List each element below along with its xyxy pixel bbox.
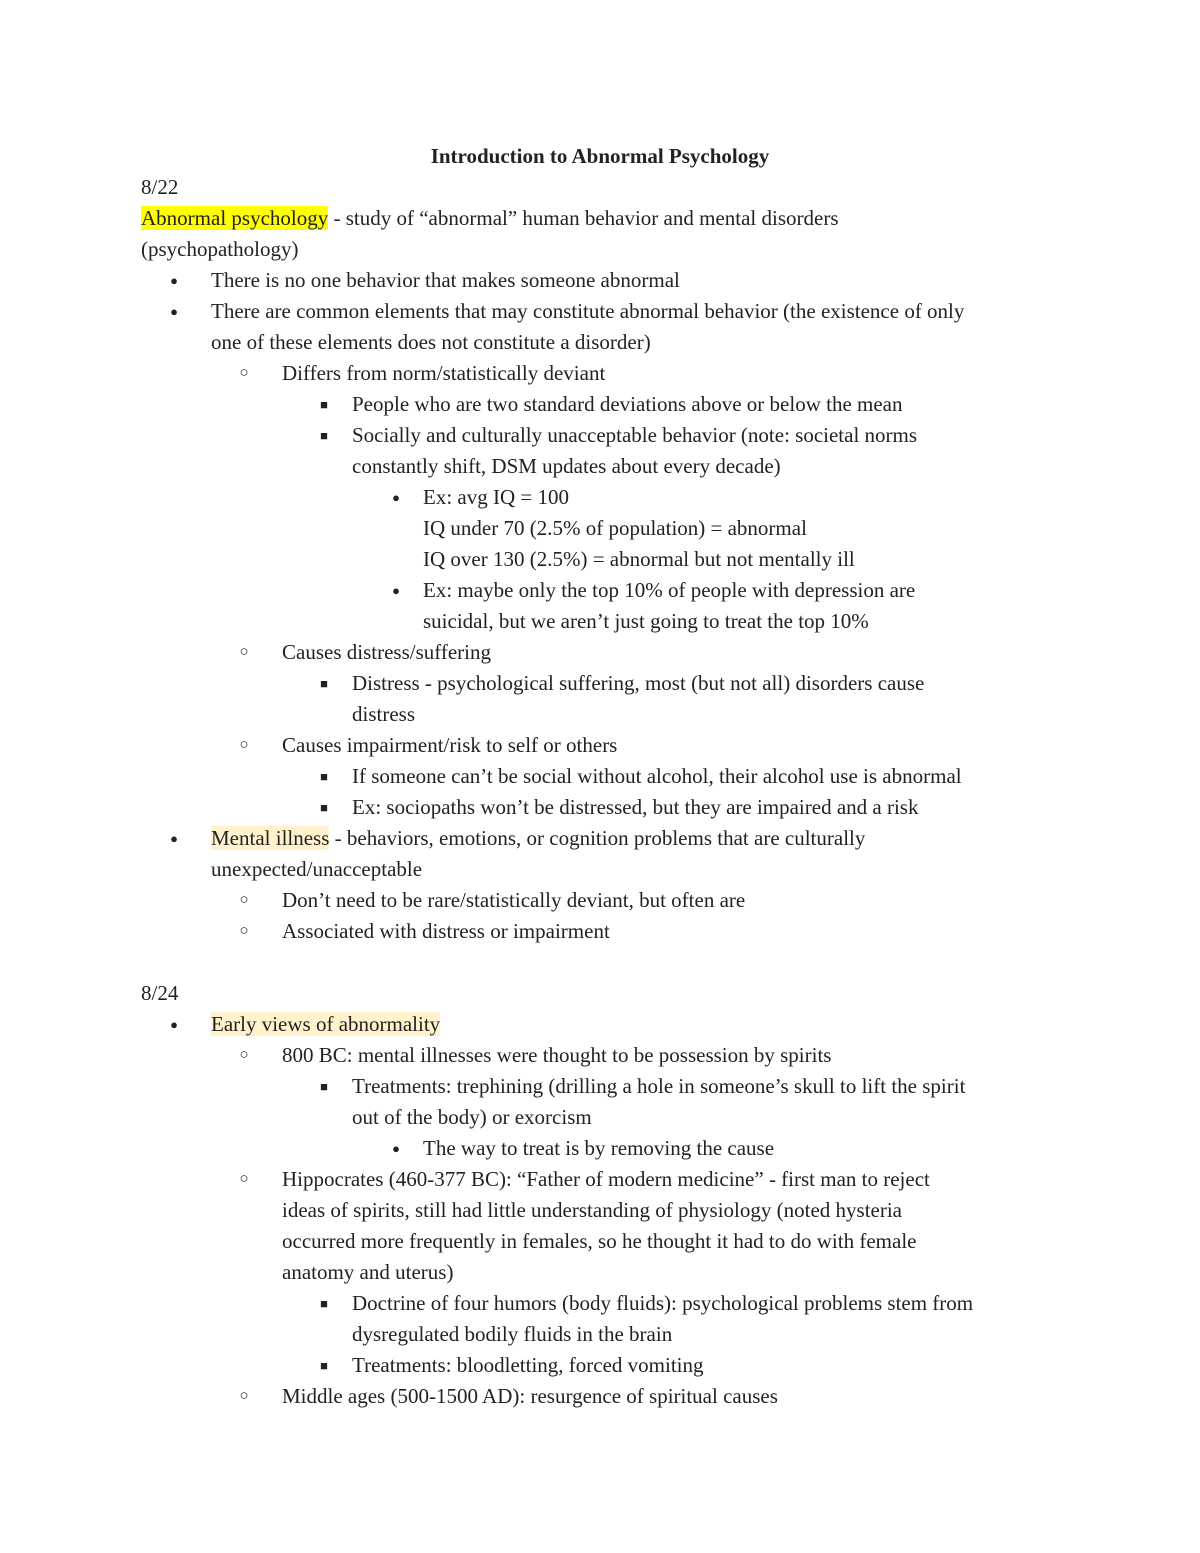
definition-text: - study of “abnormal” human behavior and mental disorders: [328, 206, 839, 230]
list-item: [211, 823, 865, 854]
disc-bullet-icon: ●: [392, 1141, 400, 1156]
list-item: Hippocrates (460-377 BC): “Father of modern medicine” - first man to reject: [282, 1167, 930, 1191]
circle-bullet-icon: ○: [239, 1171, 249, 1187]
list-item: Ex: maybe only the top 10% of people with depression are: [423, 578, 916, 602]
list-item-continued: unexpected/unacceptable: [211, 857, 423, 881]
list-item-continued: ideas of spirits, still had little understanding of physiology (noted hysteria: [282, 1198, 902, 1222]
list-item-continued: one of these elements does not constitute a disorder): [211, 330, 651, 354]
square-bullet-icon: ■: [320, 397, 328, 412]
date-heading: 8/22: [141, 175, 179, 199]
square-bullet-icon: ■: [320, 676, 328, 691]
list-item-continued: dysregulated bodily fluids in the brain: [352, 1322, 673, 1346]
disc-bullet-icon: ●: [392, 583, 400, 598]
list-item: Causes distress/suffering: [282, 640, 492, 664]
list-item: People who are two standard deviations above or below the mean: [352, 392, 903, 416]
square-bullet-icon: ■: [320, 1296, 328, 1311]
circle-bullet-icon: ○: [239, 737, 249, 753]
list-item-continued: distress: [352, 702, 415, 726]
list-item: Associated with distress or impairment: [282, 919, 610, 943]
definition-line: [141, 203, 839, 234]
circle-bullet-icon: ○: [239, 644, 249, 660]
list-item: There are common elements that may constitute abnormal behavior (the existence of only: [211, 299, 965, 323]
circle-bullet-icon: ○: [239, 365, 249, 381]
list-item-continued: IQ under 70 (2.5% of population) = abnormal: [423, 516, 807, 540]
circle-bullet-icon: ○: [239, 1388, 249, 1404]
list-item-continued: occurred more frequently in females, so he thought it had to do with female: [282, 1229, 917, 1253]
list-item: 800 BC: mental illnesses were thought to be possession by spirits: [282, 1043, 832, 1067]
text-line: (psychopathology): [141, 237, 299, 261]
square-bullet-icon: ■: [320, 428, 328, 443]
list-item: Ex: avg IQ = 100: [423, 485, 569, 509]
square-bullet-icon: ■: [320, 800, 328, 815]
list-item: Causes impairment/risk to self or others: [282, 733, 618, 757]
list-item: If someone can’t be social without alcohol, their alcohol use is abnormal: [352, 764, 962, 788]
disc-bullet-icon: ●: [170, 831, 178, 846]
list-item: Treatments: bloodletting, forced vomiting: [352, 1353, 704, 1377]
list-item: [211, 1009, 440, 1040]
list-item: Middle ages (500-1500 AD): resurgence of spiritual causes: [282, 1384, 778, 1408]
list-item: Differs from norm/statistically deviant: [282, 361, 606, 385]
list-item: Treatments: trephining (drilling a hole in someone’s skull to lift the spirit: [352, 1074, 966, 1098]
list-item-continued: suicidal, but we aren’t just going to treat the top 10%: [423, 609, 869, 633]
square-bullet-icon: ■: [320, 1358, 328, 1373]
term-highlight: Mental illness: [211, 826, 330, 850]
list-item: There is no one behavior that makes someone abnormal: [211, 268, 680, 292]
page-title: Introduction to Abnormal Psychology: [430, 144, 770, 168]
list-item-continued: out of the body) or exorcism: [352, 1105, 592, 1129]
circle-bullet-icon: ○: [239, 892, 249, 908]
square-bullet-icon: ■: [320, 1079, 328, 1094]
disc-bullet-icon: ●: [170, 273, 178, 288]
list-item: Don’t need to be rare/statistically deviant, but often are: [282, 888, 746, 912]
circle-bullet-icon: ○: [239, 923, 249, 939]
disc-bullet-icon: ●: [170, 304, 178, 319]
list-item: Ex: sociopaths won’t be distressed, but they are impaired and a risk: [352, 795, 919, 819]
list-item-continued: constantly shift, DSM updates about every decade): [352, 454, 781, 478]
list-item: The way to treat is by removing the cause: [423, 1136, 775, 1160]
date-heading: 8/24: [141, 981, 179, 1005]
disc-bullet-icon: ●: [392, 490, 400, 505]
list-item: Doctrine of four humors (body fluids): psychological problems stem from: [352, 1291, 974, 1315]
definition-text: - behaviors, emotions, or cognition problems that are culturally: [329, 826, 866, 850]
term-highlight: Abnormal psychology: [141, 206, 329, 230]
list-item: Socially and culturally unacceptable behavior (note: societal norms: [352, 423, 918, 447]
list-item-continued: IQ over 130 (2.5%) = abnormal but not mentally ill: [423, 547, 855, 571]
term-highlight: Early views of abnormality: [211, 1012, 441, 1036]
circle-bullet-icon: ○: [239, 1047, 249, 1063]
list-item-continued: anatomy and uterus): [282, 1260, 454, 1284]
disc-bullet-icon: ●: [170, 1017, 178, 1032]
square-bullet-icon: ■: [320, 769, 328, 784]
list-item: Distress - psychological suffering, most (but not all) disorders cause: [352, 671, 925, 695]
